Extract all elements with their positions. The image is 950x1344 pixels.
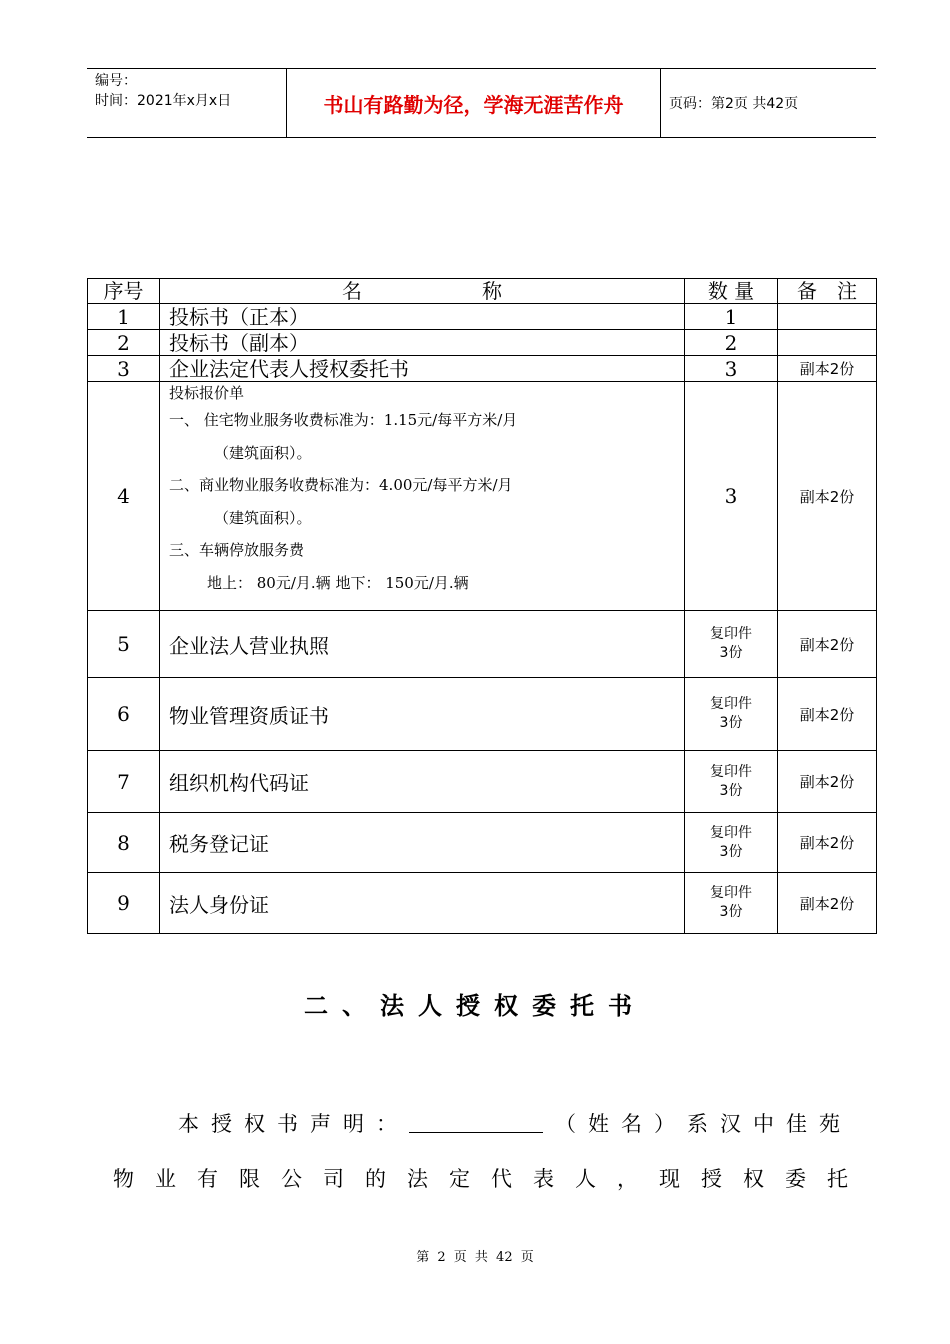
bid-line: 二、商业物业服务收费标准为：4.00元/每平方米/月: [169, 476, 513, 494]
qty-line: 3份: [719, 715, 743, 731]
row-no: 2: [88, 330, 160, 356]
header-no: 序号: [88, 279, 160, 304]
row-name: 组织机构代码证: [160, 751, 685, 813]
row-remark: 副本2份: [778, 611, 877, 678]
header-qty: 数 量: [685, 279, 778, 304]
row-no: 5: [88, 611, 160, 678]
row-name: 企业法定代表人授权委托书: [160, 356, 685, 382]
table-row: [88, 330, 877, 356]
row-qty: [685, 751, 778, 813]
row-no: 6: [88, 678, 160, 751]
row-qty: [685, 813, 778, 873]
table-row: [88, 382, 877, 611]
row-qty: 3: [685, 356, 778, 382]
row-remark: [778, 330, 877, 356]
authorization-paragraph-line-2: 物业有限公司的法定代表人，现授权委托: [113, 1167, 869, 1191]
qty-line: 3份: [719, 904, 743, 920]
row-remark: [778, 304, 877, 330]
row-qty: 2: [685, 330, 778, 356]
table-row: [88, 678, 877, 751]
qty-line: 3份: [719, 782, 743, 799]
qty-line: 3份: [719, 843, 743, 860]
bid-line: 地上： 80元/月.辆 地下： 150元/月.辆: [207, 573, 469, 592]
para1-end: （姓名）系汉中佳苑: [555, 1112, 852, 1136]
row-name: 企业法人营业执照: [160, 611, 685, 678]
row-no: 9: [88, 873, 160, 934]
time-label: 时间：2021年x月x日: [95, 93, 232, 109]
table-row: [88, 813, 877, 873]
table-row: [88, 611, 877, 678]
row-no: 4: [88, 382, 160, 611]
bid-line: 一、 住宅物业服务收费标准为：1.15元/每平方米/月: [169, 411, 518, 429]
document-header: [87, 68, 876, 138]
row-name: 法人身份证: [160, 873, 685, 934]
document-list-table: [87, 278, 877, 934]
number-label: 编号：: [95, 73, 137, 89]
header-name: [160, 279, 685, 304]
row-qty: 1: [685, 304, 778, 330]
authorization-paragraph-line-1: [178, 1108, 852, 1138]
row-no: 7: [88, 751, 160, 813]
qty-line: 复印件: [710, 824, 752, 841]
qty-line: 复印件: [710, 763, 752, 780]
row-name: 税务登记证: [160, 813, 685, 873]
table-row: [88, 304, 877, 330]
row-qty: [685, 611, 778, 678]
table-row: [88, 356, 877, 382]
bid-price-cell: [160, 382, 685, 611]
table-row: [88, 873, 877, 934]
row-remark: 副本2份: [778, 751, 877, 813]
header-name-2: 称: [482, 279, 502, 303]
header-page-info: 页码：第2页 共42页: [669, 96, 799, 112]
row-remark: 副本2份: [778, 356, 877, 382]
bid-line: （建筑面积）。: [214, 443, 312, 462]
row-name: 物业管理资质证书: [160, 678, 685, 751]
header-meta: [87, 69, 287, 137]
row-remark: 副本2份: [778, 678, 877, 751]
row-remark: 副本2份: [778, 382, 877, 611]
row-remark: 副本2份: [778, 813, 877, 873]
row-qty: [685, 873, 778, 934]
row-remark: 副本2份: [778, 873, 877, 934]
page-footer: 第 2 页 共 42 页: [416, 1250, 534, 1265]
row-no: 1: [88, 304, 160, 330]
header-slogan: 书山有路勤为径，学海无涯苦作舟: [287, 69, 661, 137]
header-name-1: 名: [342, 279, 362, 303]
row-name: 投标书（正本）: [160, 304, 685, 330]
qty-line: 复印件: [710, 696, 752, 712]
row-qty: [685, 678, 778, 751]
qty-line: 复印件: [710, 626, 752, 642]
bid-line: （建筑面积）。: [214, 508, 312, 527]
section-title: 二、法人授权委托书: [304, 992, 646, 1020]
row-name: 投标书（副本）: [160, 330, 685, 356]
name-blank-field: [409, 1112, 543, 1133]
qty-line: 3份: [719, 645, 743, 661]
header-remark: 备 注: [778, 279, 877, 304]
row-qty: 3: [685, 382, 778, 611]
row-no: 8: [88, 813, 160, 873]
table-header-row: [88, 279, 877, 304]
para1-start: 本授权书声明：: [178, 1112, 409, 1136]
bid-line: 投标报价单: [169, 384, 245, 402]
bid-line: 三、车辆停放服务费: [169, 541, 305, 559]
qty-line: 复印件: [710, 885, 752, 901]
table-row: [88, 751, 877, 813]
row-no: 3: [88, 356, 160, 382]
